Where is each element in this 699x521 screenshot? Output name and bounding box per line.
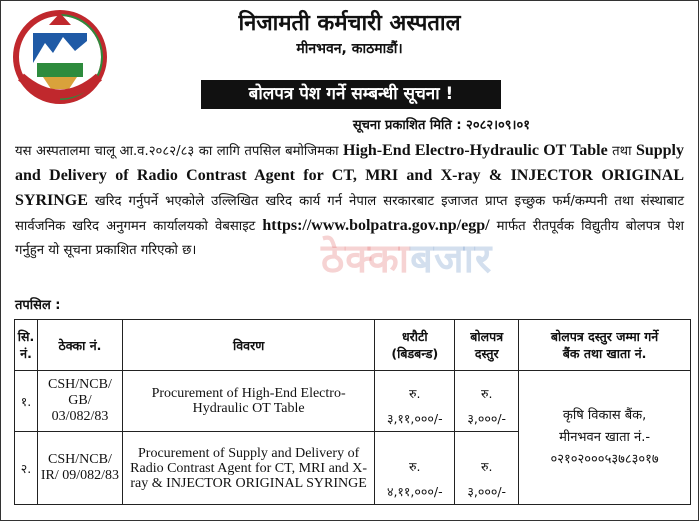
header-text: दस्तुर: [474, 346, 499, 361]
watermark-part: ठेक्का: [321, 236, 411, 282]
col-header-sn: सि. नं.: [15, 320, 38, 371]
col-header-bank: [519, 320, 691, 371]
currency-prefix: रु.: [480, 386, 493, 401]
item-name-1: High-End Electro-Hydraulic OT Table: [343, 142, 608, 159]
col-header-description: विवरण: [122, 320, 374, 371]
header-text: बोलपत्र: [470, 329, 504, 344]
hospital-address: मीनभवन, काठमाडौं।: [296, 41, 403, 57]
row-fee: [455, 371, 519, 432]
row-sn: २.: [15, 432, 38, 505]
row-fee: [455, 432, 519, 505]
body-text-part: यस अस्पतालमा चालू आ.व.२०८२/८३ का लागि तपसिल बमोजिमका: [15, 144, 344, 159]
egp-url: https://www.bolpatra.gov.np/egp/: [262, 217, 490, 234]
table-row: [15, 371, 691, 432]
header-text: धरौटी: [401, 329, 428, 344]
currency-prefix: रु.: [480, 459, 493, 474]
row-bid-bond: [375, 432, 455, 505]
bank-account-cell: [519, 371, 691, 505]
header-text: बोलपत्र दस्तुर जम्मा गर्ने: [550, 329, 659, 344]
row-sn: १.: [15, 371, 38, 432]
watermark-part: बजार: [410, 236, 493, 282]
row-description: Procurement of Supply and Delivery of Radio Contrast Agent for CT, MRI and X-ray & INJECTOR ORIGINAL SYRINGE: [122, 432, 374, 505]
currency-prefix: रु.: [409, 386, 421, 401]
notice-title-banner: बोलपत्र पेश गर्ने सम्बन्धी सूचना !: [201, 80, 501, 109]
bank-account-number: ०२१०२०००५३७८३०१७: [550, 451, 659, 467]
item-name-2: Supply and Delivery of Radio Contrast Agent for CT, MRI and X-ray & INJECTOR ORIGINAL SYRINGE: [15, 142, 684, 209]
row-contract-no: CSH/NCB/ IR/ 09/082/83: [37, 432, 122, 505]
bank-line: कृषि विकास बैंक,: [562, 407, 647, 423]
header-text: (बिडबन्ड): [391, 346, 439, 361]
watermark: [321, 229, 492, 284]
header-text: बैंक तथा खाता नं.: [562, 346, 647, 361]
col-header-fee: [455, 320, 519, 371]
currency-prefix: रु.: [409, 459, 421, 474]
body-text-part: तथा: [607, 144, 636, 159]
details-label: तपसिल :: [15, 298, 61, 313]
table-header-row: [15, 320, 691, 371]
row-description: Procurement of High-End Electro-Hydraulic OT Table: [122, 371, 374, 432]
tender-table: [14, 319, 691, 505]
published-date: सूचना प्रकाशित मिति : २०८२।०९।०१: [352, 118, 530, 133]
col-header-bid-bond: [375, 320, 455, 371]
body-text-part: खरिद गर्नुपर्ने भएकोले उल्लिखित खरिद कार्य गर्न नेपाल सरकारबाट इजाजत प्राप्त इच्छुक फर्म/कम्पनी तथा संस्थाबाट सार्वजनिक खरिद अनुगमन कार्यालयको वेबसाइट: [15, 194, 684, 234]
amount: ३,११,०००/-: [386, 411, 443, 426]
body-text-part: मार्फत रीतपूर्वक विद्युतीय बोलपत्र पेश गर्नुहुन यो सूचना प्रकाशित गरिएको छ।: [15, 219, 684, 258]
row-bid-bond: [375, 371, 455, 432]
amount: ३,०००/-: [467, 484, 507, 499]
hospital-name: निजामती कर्मचारी अस्पताल: [238, 11, 461, 36]
amount: ३,०००/-: [467, 411, 507, 426]
col-header-contract-no: ठेक्का नं.: [37, 320, 122, 371]
amount: ४,११,०००/-: [386, 484, 443, 499]
row-contract-no: CSH/NCB/ GB/ 03/082/83: [37, 371, 122, 432]
bank-line: मीनभवन खाता नं.-: [559, 429, 651, 445]
